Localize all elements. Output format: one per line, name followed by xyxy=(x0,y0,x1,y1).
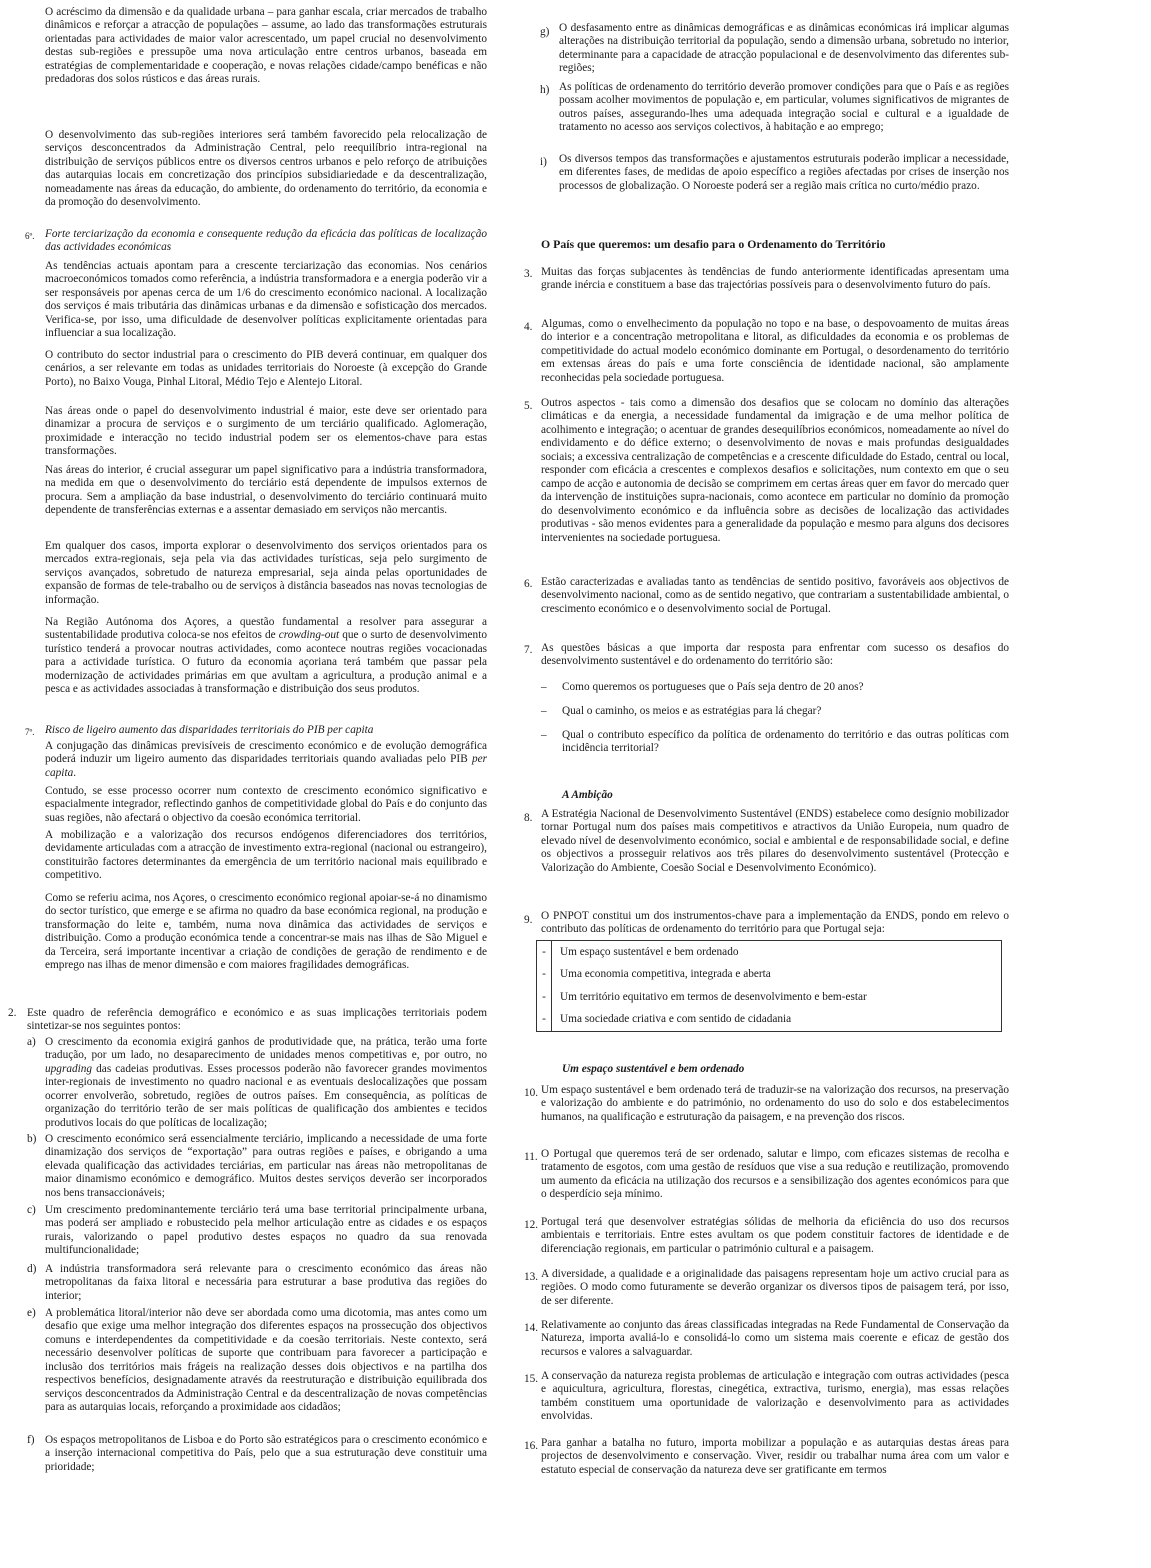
goal-row xyxy=(537,986,1001,1009)
paragraph-number: 5. xyxy=(524,400,533,412)
sub-heading-ambicao: A Ambição xyxy=(562,789,613,801)
list-item: A problemática litoral/interior não deve ser abordada como uma dicotomia, mas antes como um desafio que exige uma melhor integração dos diferentes espaços na prossecução dos objectivos comuns e interdependentes da competitividade e da coesão territoriais. Neste contexto, será necessário desenvolver políticas de suporte que contribuam para favorecer a participação e inclusão dos territórios mais frágeis na realização desses dois objectivos e na partilha dos respectivos benefícios, designadamente através da reestruturação e distribuição equilibrada dos serviços desconcentrados da Administração Central e da descentralização de novas competências para as autarquias locais, reforçando a proximidade aos cidadãos; xyxy=(45,1307,487,1414)
paragraph-number: 12. xyxy=(524,1219,539,1231)
paragraph-number: 16. xyxy=(524,1440,539,1452)
paragraph: Em qualquer dos casos, importa explorar o desenvolvimento dos serviços orientados para os mercados extra-regionais, seja pela via das actividades turísticas, seja pelo surgimento de serviços avançados, sobretudo de natureza empresarial, seja ainda pelas oportunidades de expansão de formas de tele-trabalho ou de serviços à distância baseados nas novas tecnologias de informação. xyxy=(45,540,487,606)
question: Como queremos os portugueses que o País seja dentro de 20 anos? xyxy=(562,681,864,693)
list-label: a) xyxy=(27,1036,36,1048)
paragraph: A conservação da natureza regista problemas de articulação e integração com outras actividades (pesca e aquicultura, agricultura, florestas, cinegética, extractiva, turismo, energia), mas essas relações também constituem uma oportunidade de valorização e desenvolvimento para as actividades envolvidas. xyxy=(541,1370,1009,1423)
paragraph: O contributo do sector industrial para o crescimento do PIB deverá continuar, em qualquer dos cenários, a ser relevante em todas as unidades territoriais do Noroeste (à excepção do Grande Porto), no Baixo Vouga, Pinhal Litoral, Médio Tejo e Alentejo Litoral. xyxy=(45,349,487,388)
paragraph: Nas áreas onde o papel do desenvolvimento industrial é maior, este deve ser orientado para dinamizar a procura de serviços e o surgimento de um terciário qualificado. Aglomeração, proximidade e interacção no tecido industrial podem ser os elementos-chave para estas transformações. xyxy=(45,405,487,458)
paragraph-number: 13. xyxy=(524,1271,539,1283)
goal-dash: - xyxy=(537,986,552,1009)
goal-text: Um espaço sustentável e bem ordenado xyxy=(560,945,739,958)
paragraph: Estão caracterizadas e avaliadas tanto as tendências de sentido positivo, favoráveis aos objectivos de desenvolvimento nacional, como as de sentido negativo, que contrariam a sustentabilidade ambiental, o crescimento económico e o desenvolvimento social de Portugal. xyxy=(541,576,1009,615)
list-label: g) xyxy=(540,26,550,38)
list-item: As políticas de ordenamento do território deverão promover condições para que o País e as regiões possam acolher movimentos de população e, em particular, volumes significativos de migrantes de outros países, assegurando-lhes uma adequada integração social e cultural e a igualdade de tratamento no acesso aos serviços colectivos, à habitação e ao emprego; xyxy=(559,81,1009,134)
list-label: d) xyxy=(27,1263,37,1275)
item-title: Forte terciarização da economia e consequente redução da eficácia das políticas de localização das actividades económicas xyxy=(45,228,487,254)
paragraph: Contudo, se esse processo ocorrer num contexto de crescimento económico significativo e espacialmente integrador, reflectindo ganhos de competitividade global do País e do conjunto das suas regiões, não afectará o objectivo da coesão económica territorial. xyxy=(45,785,487,824)
paragraph: As tendências actuais apontam para a crescente terciarização das economias. Nos cenários macroeconómicos tomados como referência, a indústria transformadora e a energia poderão vir a ser responsáveis por apenas cerca de um 1/6 do crescimento económico nacional. A localização dos serviços é mais tributária das dinâmicas urbanas e da dimensão e sofisticação dos mercados. Verifica-se, por isso, uma dificuldade de desenvolver políticas explicitamente orientadas para influenciar a sua localização. xyxy=(45,260,487,340)
paragraph: Nas áreas do interior, é crucial assegurar um papel significativo para a indústria transformadora, na medida em que o desenvolvimento do terciário está dependente de impulsos externos de procura. Sem a ampliação da base industrial, o desenvolvimento do terciário continuará muito dependente de transferências externas e a assentar demasiado em serviços não mercantis. xyxy=(45,464,487,517)
paragraph-number: 11. xyxy=(524,1151,538,1163)
goal-dash: - xyxy=(537,941,552,964)
goal-row xyxy=(537,941,1001,964)
item-number: 7º. xyxy=(25,727,35,737)
paragraph: A mobilização e a valorização dos recursos endógenos diferenciadores dos territórios, devidamente articuladas com a atracção de investimento extra-regional (nacional ou estrangeiro), constituirão factores determinantes da emergência de um território nacional mais equilibrado e competitivo. xyxy=(45,829,487,882)
goal-text: Uma sociedade criativa e com sentido de cidadania xyxy=(560,1013,792,1026)
paragraph: A diversidade, a qualidade e a originalidade das paisagens representam hoje um activo crucial para as regiões. O modo como futuramente se deverão organizar os diversos tipos de paisagem terá, por isso, de ser diferente. xyxy=(541,1268,1009,1307)
list-label: i) xyxy=(540,156,547,168)
list-label: e) xyxy=(27,1307,36,1319)
paragraph: Este quadro de referência demográfico e económico e as suas implicações territoriais podem sintetizar-se nos seguintes pontos: xyxy=(27,1007,487,1033)
goal-dash: - xyxy=(537,1009,552,1032)
question: Qual o contributo específico da política de ordenamento do território e das outras políticas com incidência territorial? xyxy=(562,729,1009,755)
goal-text: Uma economia competitiva, integrada e aberta xyxy=(560,968,771,981)
list-label: c) xyxy=(27,1204,36,1216)
goal-row xyxy=(537,1009,1001,1032)
list-label: f) xyxy=(27,1434,35,1446)
paragraph: As questões básicas a que importa dar resposta para enfrentar com sucesso os desafios do desenvolvimento sustentável e do ordenamento do território são: xyxy=(541,642,1009,668)
goal-row xyxy=(537,964,1001,987)
paragraph: Para ganhar a batalha no futuro, importa mobilizar a população e as autarquias destas áreas para projectos de desenvolvimento e conservação. Viver, residir ou trabalhar numa área com um valor e estatuto especial de conservação da natureza deve ser gratificante em termos xyxy=(541,1437,1009,1476)
paragraph: Muitas das forças subjacentes às tendências de fundo anteriormente identificadas apresentam uma grande inércia e constituem a base das trajectórias possíveis para o desenvolvimento futuro do país. xyxy=(541,266,1009,292)
paragraph: Um espaço sustentável e bem ordenado terá de traduzir-se na valorização dos recursos, na preservação e valorização do ambiente e do património, no ordenamento do uso do solo e dos estabelecimentos humanos, na qualificação e estruturação da paisagem, e na prevenção dos riscos. xyxy=(541,1084,1009,1123)
paragraph-number: 3. xyxy=(524,268,533,280)
item-title: Risco de ligeiro aumento das disparidades territoriais do PIB per capita xyxy=(45,724,374,736)
paragraph-number: 15. xyxy=(524,1373,539,1385)
paragraph-number: 6. xyxy=(524,578,533,590)
list-item: A indústria transformadora será relevante para o crescimento económico das áreas não metropolitanas da faixa litoral e necessária para estruturar a base produtiva das regiões do interior; xyxy=(45,1263,487,1302)
list-label: b) xyxy=(27,1133,37,1145)
paragraph-number: 4. xyxy=(524,321,533,333)
paragraph: Relativamente ao conjunto das áreas classificadas integradas na Rede Fundamental de Conservação da Natureza, importa avaliá-lo e consolidá-lo como um sistema mais coerente e eficaz de gestão dos recursos e valores a salvaguardar. xyxy=(541,1319,1009,1358)
list-item: O crescimento económico será essencialmente terciário, implicando a necessidade de uma forte dinamização dos serviços de “exportação” para outras regiões e países, e obrigando a uma elevada qualificação das actividades terciárias, em particular nas áreas não metropolitanas de maior dinamismo económico e demográfico. Muitos destes serviços deverão ser incorporados nos bens transaccionáveis; xyxy=(45,1133,487,1199)
paragraph: O desenvolvimento das sub-regiões interiores será também favorecido pela relocalização de serviços desconcentrados da Administração Central, pelo reequilíbrio intra-regional na distribuição de serviços públicos entre os diversos centros urbanos e pelo reforço de atribuições das autarquias locais em concretização dos princípios subsidiariedade e da descentralização, nomeadamente nas áreas da educação, do ambiente, do ordenamento do território, da economia e da promoção do desenvolvimento. xyxy=(45,129,487,209)
paragraph-number: 14. xyxy=(524,1322,539,1334)
list-item: Os diversos tempos das transformações e ajustamentos estruturais poderão implicar a necessidade, em diferentes fases, de medidas de apoio específico a regiões afectadas por crises de inserção nos processos de globalização. O Noroeste poderá ser a região mais crítica no curto/médio prazo. xyxy=(559,153,1009,192)
paragraph: O Portugal que queremos terá de ser ordenado, salutar e limpo, com eficazes sistemas de recolha e tratamento de esgotos, com uma gestão de resíduos que vise a sua redução e reutilização, promovendo um aumento da eficácia na utilização dos recursos e a sensibilização dos agentes económicos para que o desperdício seja mínimo. xyxy=(541,1148,1009,1201)
dash: – xyxy=(541,681,547,693)
paragraph: Como se referiu acima, nos Açores, o crescimento económico regional apoiar-se-á no dinamismo do sector turístico, que emerge e se afirma no quadro da base económica regional, na produção e transformação do leite e, também, numa nova dinâmica das actividades de serviços e distribuição. Como a produção económica tende a concentrar-se mais nas ilhas de São Miguel e da Terceira, será importante incentivar a criação de condições de geração de rendimento e de emprego nas ilhas de menor dimensão e com maiores fragilidades demográficas. xyxy=(45,892,487,972)
list-item: O desfasamento entre as dinâmicas demográficas e as dinâmicas económicas irá implicar algumas alterações na distribuição territorial da população, sendo a dimensão urbana, sobretudo no interior, determinante para a capacidade de atracção populacional e de desenvolvimento das diferentes sub-regiões; xyxy=(559,22,1009,75)
dash: – xyxy=(541,705,547,717)
paragraph-number: 2. xyxy=(8,1007,17,1019)
paragraph-number: 9. xyxy=(524,914,533,926)
paragraph: Algumas, como o envelhecimento da população no topo e na base, o despovoamento de muitas áreas do interior e a concentração metropolitana e litoral, as dificuldades da economia e os problemas de competitividade do actual modelo económico dominante em Portugal, o desordenamento do território em extensas áreas do país e uma forte consciência de identidade nacional, são amplamente reconhecidas pela sociedade portuguesa. xyxy=(541,318,1009,384)
dash: – xyxy=(541,729,547,741)
list-item: Um crescimento predominantemente terciário terá uma base territorial principalmente urbana, mas poderá ser ampliado e robustecido pela melhor articulação entre as cidades e os espaços rurais, valorizando o papel produtivo destes espaços no quadro da sua renovada multifuncionalidade; xyxy=(45,1204,487,1257)
paragraph: A conjugação das dinâmicas previsíveis de crescimento económico e de evolução demográfica poderá induzir um ligeiro aumento das disparidades territoriais quando avaliadas pelo PIB per capita. xyxy=(45,740,487,779)
item-number: 6º. xyxy=(25,231,35,241)
goal-dash: - xyxy=(537,964,552,987)
list-item: Os espaços metropolitanos de Lisboa e do Porto são estratégicos para o crescimento económico e a inserção internacional competitiva do País, pelo que a sua estruturação deve constituir uma prioridade; xyxy=(45,1434,487,1473)
goal-text: Um território equitativo em termos de desenvolvimento e bem-estar xyxy=(560,990,867,1003)
paragraph: A Estratégia Nacional de Desenvolvimento Sustentável (ENDS) estabelece como desígnio mobilizador tornar Portugal num dos países mais competitivos e atractivos da União Europeia, num quadro de elevado nível de desenvolvimento económico, social e ambiental e de responsabilidade social, e define os objectivos a prosseguir relativos aos três pilares do desenvolvimento sustentável (Protecção e Valorização do Ambiente, Coesão Social e Desenvolvimento Económico). xyxy=(541,808,1009,874)
paragraph-number: 10. xyxy=(524,1087,539,1099)
paragraph: Portugal terá que desenvolver estratégias sólidas de melhoria da eficiência do uso dos recursos ambientais e territoriais. Entre estes avultam os que podem constituir factores de identidade e de diferenciação regionais, em particular o património cultural e a paisagem. xyxy=(541,1216,1009,1255)
paragraph: O acréscimo da dimensão e da qualidade urbana – para ganhar escala, criar mercados de trabalho dinâmicos e reforçar a atracção de populações – assume, ao lado das transformações estruturais orientadas para actividades de maior valor acrescentado, um papel crucial no desenvolvimento destas sub-regiões e pressupõe uma nova articulação entre centros urbanos, baseada em estratégias de complementaridade e cooperação, e novas relações cidade/campo benéficas e não predadoras dos solos rústicos e das áreas rurais. xyxy=(45,6,487,86)
paragraph: Na Região Autónoma dos Açores, a questão fundamental a resolver para assegurar a sustentabilidade produtiva coloca-se nos efeitos de crowding-out que o surto de desenvolvimento turístico tenderá a provocar noutras actividades, como acontece noutras regiões vocacionadas para a actividade turística. O futuro da economia açoriana terá também que passar pela modernização de actividades primárias em que avultam a agricultura, a produção animal e a pesca e as actividades associadas à transformação e distribuição dos seus produtos. xyxy=(45,616,487,696)
question: Qual o caminho, os meios e as estratégias para lá chegar? xyxy=(562,705,822,717)
paragraph-number: 8. xyxy=(524,812,533,824)
section-heading: O País que queremos: um desafio para o Ordenamento do Território xyxy=(541,237,886,251)
paragraph-number: 7. xyxy=(524,644,533,656)
sub-heading: Um espaço sustentável e bem ordenado xyxy=(562,1063,745,1075)
list-item: O crescimento da economia exigirá ganhos de produtividade que, na prática, terão uma forte tradução, por um lado, no desaparecimento de unidades menos competitivas e, por outro, no upgrading das cadeias produtivas. Esses processos poderão não favorecer grandes movimentos inter-regionais de investimento no quadro nacional e as eventuais deslocalizações que possam ocorrer envolverão, sobretudo, regiões de outros países. Em consequência, as políticas de organização do território terão de ser mais políticas de qualificação dos ambientes e tecidos produtivos locais do que políticas de localização; xyxy=(45,1036,487,1129)
list-label: h) xyxy=(540,84,550,96)
goals-box xyxy=(536,940,1002,1032)
paragraph: O PNPOT constitui um dos instrumentos-chave para a implementação da ENDS, pondo em relevo o contributo das políticas de ordenamento do território para que Portugal seja: xyxy=(541,910,1009,936)
paragraph: Outros aspectos - tais como a dimensão dos desafios que se colocam no domínio das alterações climáticas e da energia, a necessidade fundamental da imigração e de uma melhor política de acolhimento e integração; o acentuar de grandes desequilíbrios económicos, nomeadamente ao nível do endividamento e do défice externo; o desenvolvimento de novas e mais profundas desigualdades sociais; a excessiva centralização de competências e a crescente dificuldade do Estado, central ou local, responder com eficácia a crescentes e complexos desafios e solicitações, num contexto em que o seu campo de acção e autonomia de decisão se comprimem em certas áreas quer em favor do mercado quer da intervenção de instituições supra-nacionais, como acontece em particular no domínio da promoção do desenvolvimento económico e da influência sobre as decisões de localização das actividades produtivas - são menos evidentes para a generalidade da população e mesmo para alguns dos decisores intervenientes na sociedade portuguesa. xyxy=(541,397,1009,544)
